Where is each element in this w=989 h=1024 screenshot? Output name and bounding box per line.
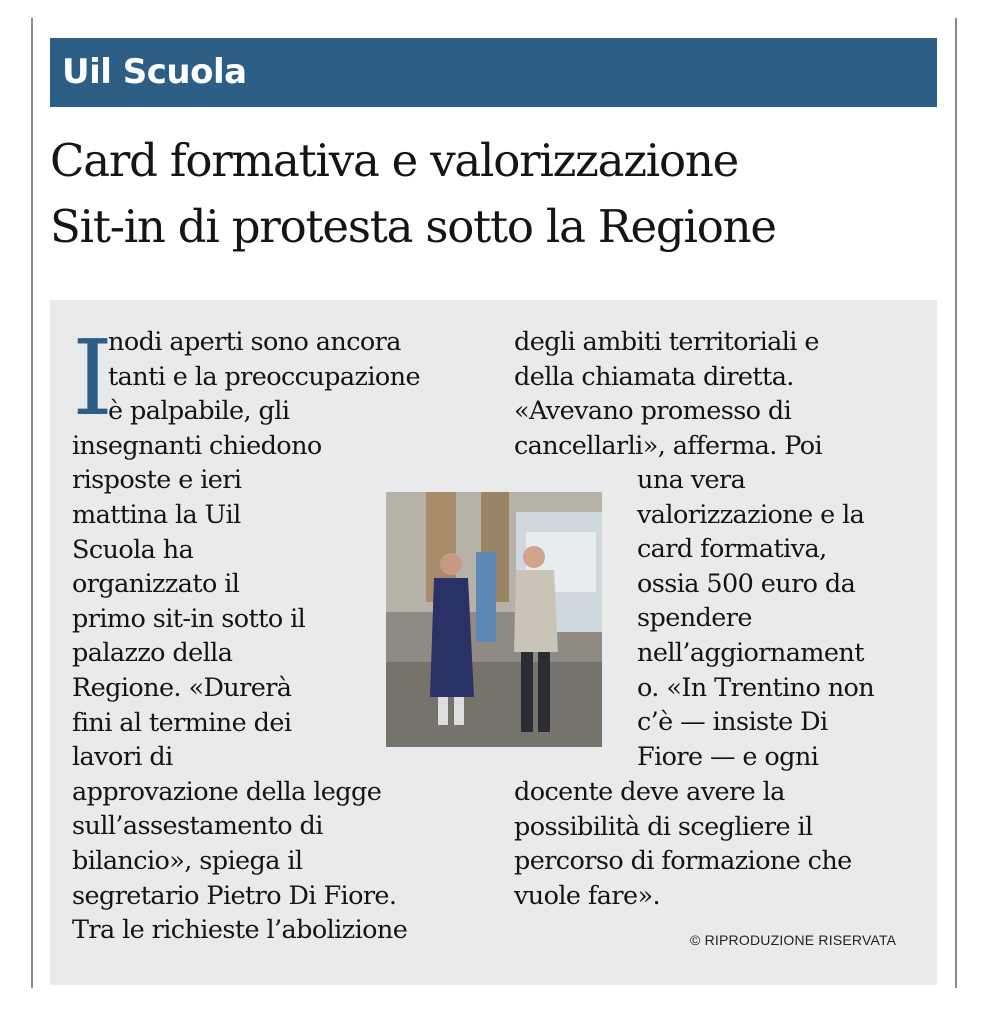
text-line: vuole fare». — [514, 880, 660, 911]
text-line: tanti e la preoccupazione — [108, 361, 420, 392]
text-line: nodi aperti sono ancora — [108, 327, 401, 357]
text-line: percorso di formazione che — [514, 846, 852, 877]
article-right-column-wrap — [637, 463, 937, 774]
text-line: valorizzazione e la — [637, 499, 865, 530]
text-line: nell’aggiornament — [637, 637, 864, 668]
text-line: bilancio», spiega il — [72, 845, 303, 876]
section-header-bar — [50, 38, 937, 107]
left-column-rule — [31, 18, 33, 988]
text-line: primo sit-in sotto il — [72, 603, 306, 634]
text-line: palazzo della — [72, 638, 233, 669]
text-line: possibilità di scegliere il — [514, 811, 813, 842]
text-line: Fiore — e ogni — [637, 741, 819, 772]
text-line: c’è — insiste Di — [637, 707, 828, 738]
text-line: Scuola ha — [72, 534, 194, 565]
headline-line-1: Card formativa e valorizzazione — [50, 134, 739, 187]
text-line: Tra le richieste l’abolizione — [72, 915, 408, 946]
headline — [50, 128, 950, 260]
text-line: sull’assestamento di — [72, 811, 323, 842]
text-line: segretario Pietro Di Fiore. — [72, 880, 397, 911]
text-line: degli ambiti territoriali e — [514, 327, 819, 357]
copyright-notice: © RIPRODUZIONE RISERVATA — [690, 932, 897, 948]
article-photo — [386, 492, 602, 747]
text-line: o. «In Trentino non — [637, 672, 875, 703]
headline-line-2: Sit-in di protesta sotto la Regione — [50, 200, 776, 253]
text-line: ossia 500 euro da — [637, 568, 856, 599]
text-line: della chiamata diretta. — [514, 361, 794, 392]
text-line: mattina la Uil — [72, 499, 241, 530]
text-line: organizzato il — [72, 569, 240, 600]
text-line: card formativa, — [637, 534, 827, 565]
drop-cap: I — [72, 317, 114, 439]
text-line: insegnanti chiedono — [72, 430, 322, 461]
section-label: Uil Scuola — [62, 52, 247, 92]
text-line: fini al termine dei — [72, 707, 292, 738]
text-line: spendere — [637, 603, 752, 634]
right-column-rule — [955, 18, 957, 988]
text-line: approvazione della legge — [72, 776, 382, 807]
article-right-column-top — [514, 325, 934, 463]
text-line: cancellarli», afferma. Poi — [514, 430, 823, 461]
text-line: docente deve avere la — [514, 777, 785, 807]
article-right-column-bottom — [514, 775, 934, 913]
text-line: «Avevano promesso di — [514, 396, 792, 427]
text-line: una vera — [637, 465, 746, 495]
text-line: Regione. «Durerà — [72, 672, 292, 703]
text-line: è palpabile, gli — [108, 396, 290, 427]
text-line: lavori di — [72, 742, 173, 773]
text-line: risposte e ieri — [72, 465, 242, 496]
